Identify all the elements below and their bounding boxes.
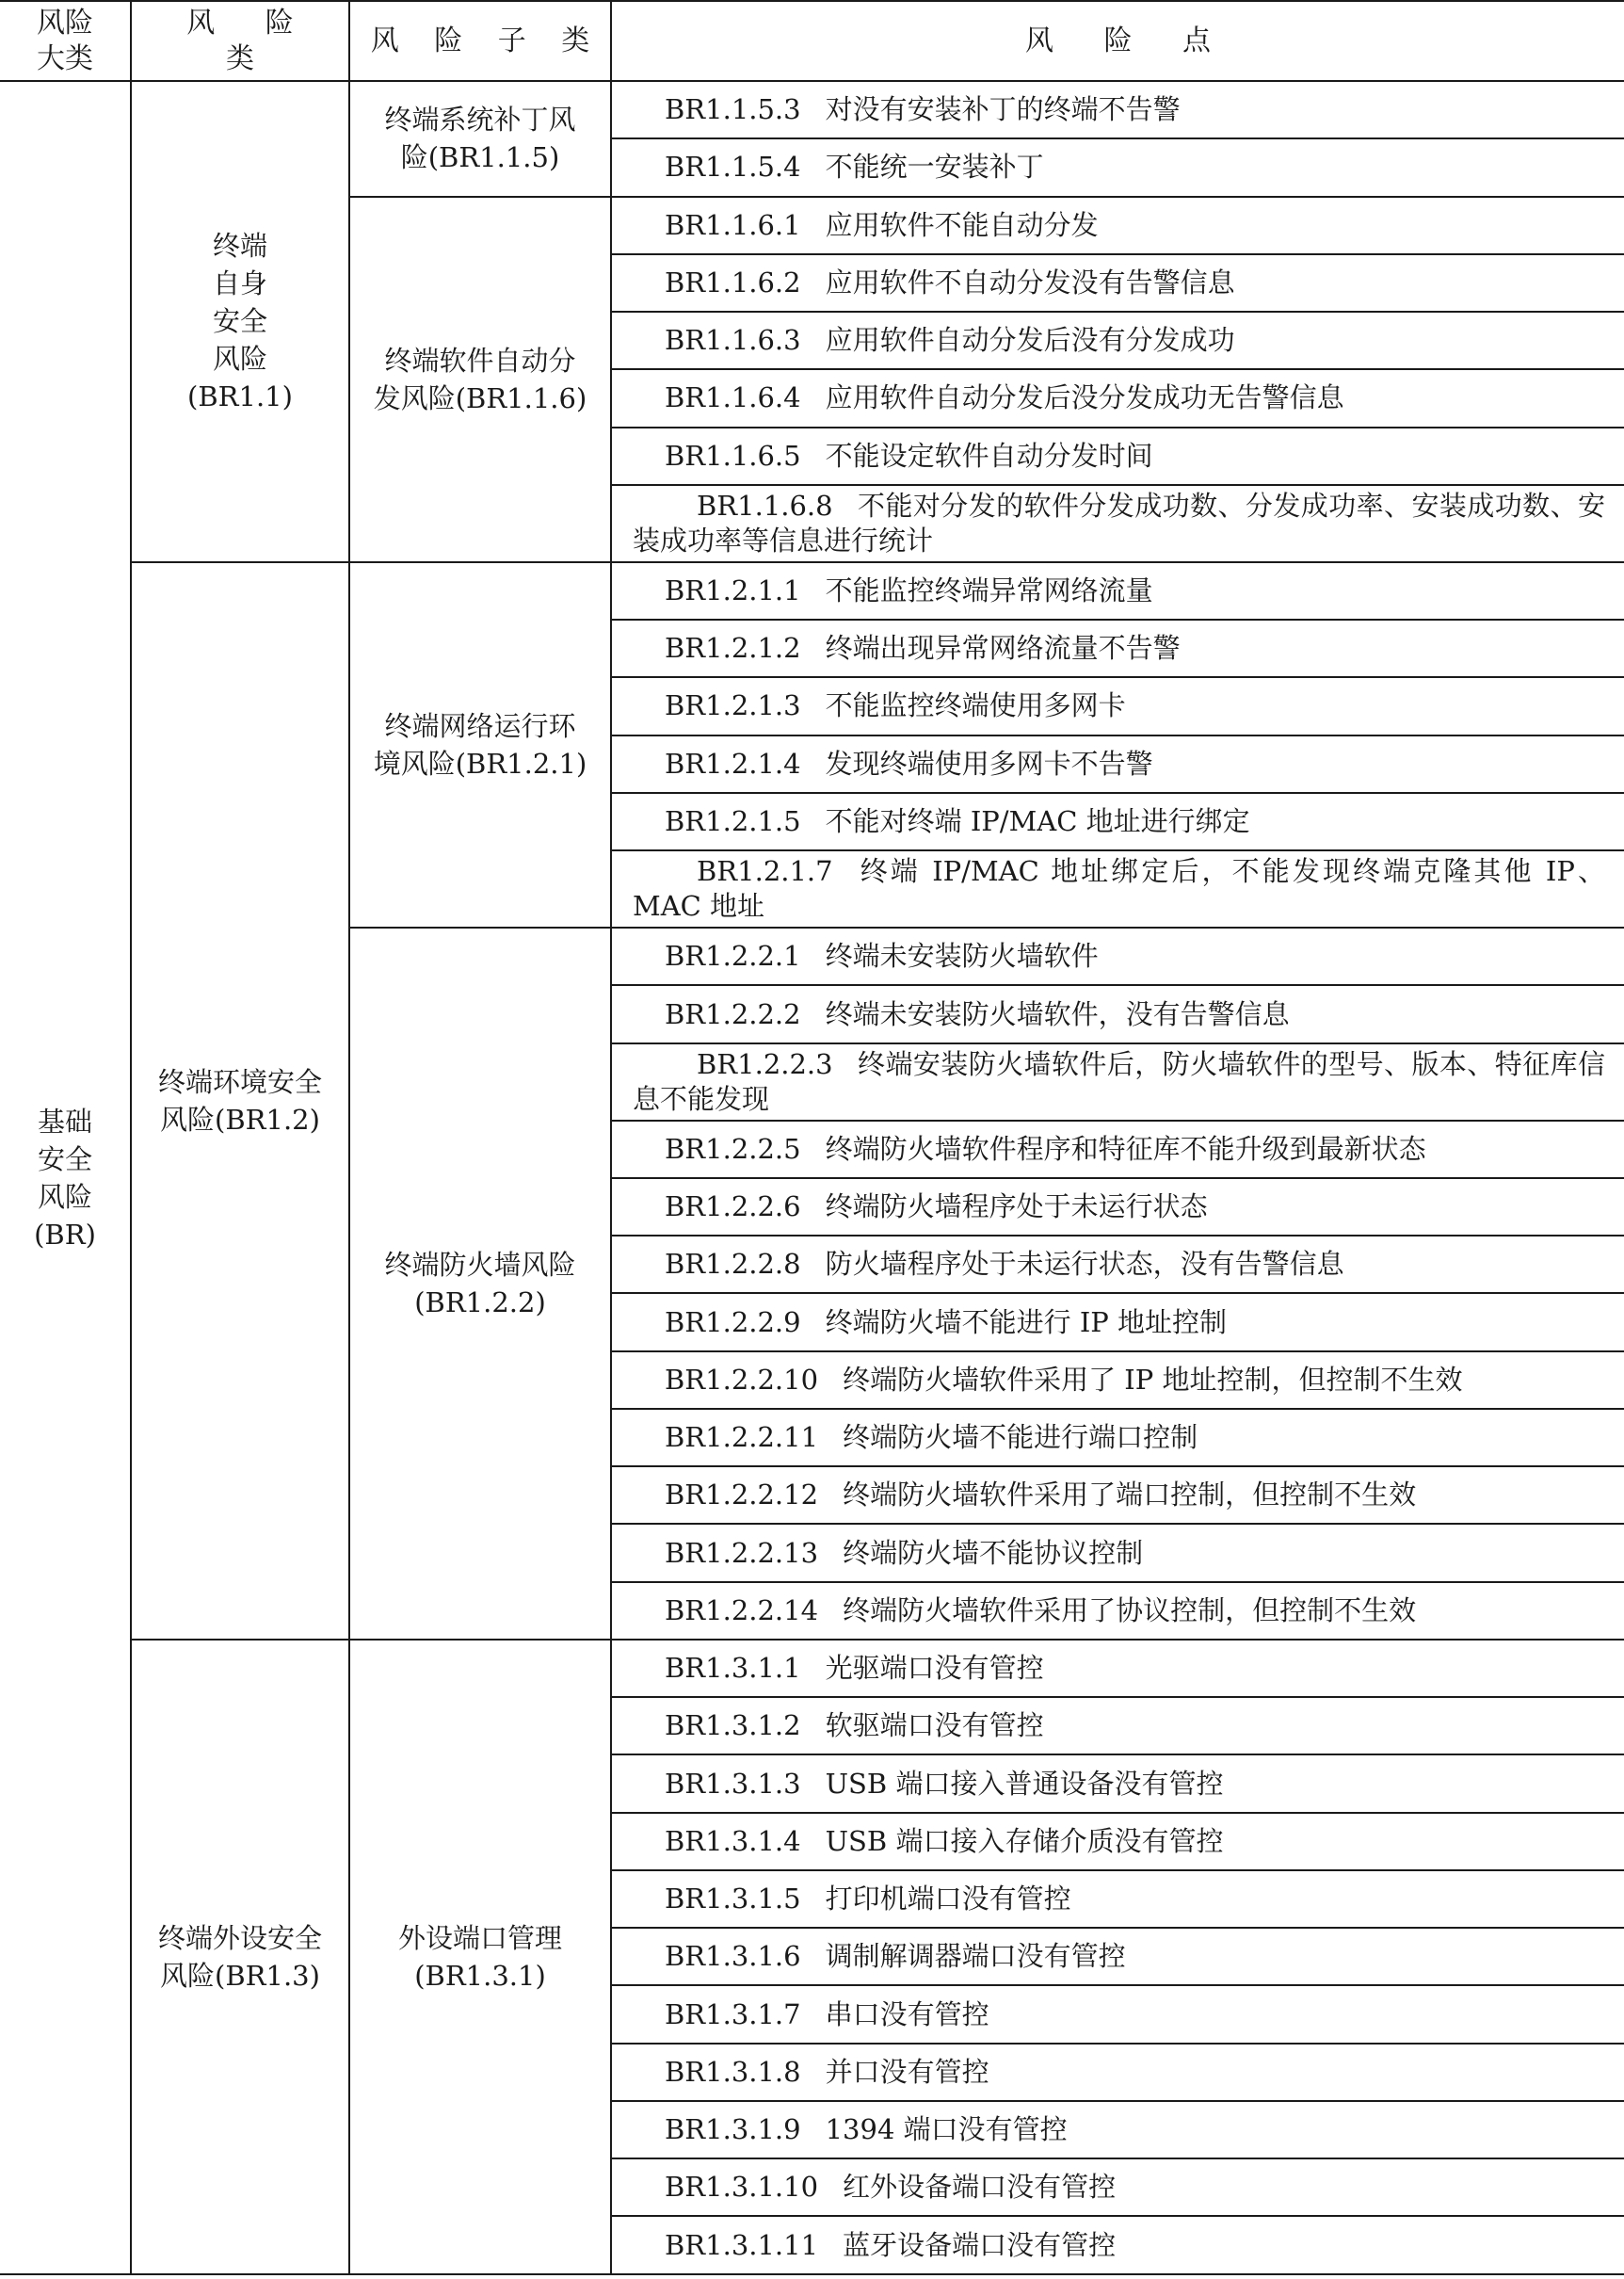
risk-point-cell [611, 620, 1624, 677]
risk-point-code: BR1.1.6.5 [665, 439, 801, 472]
risk-point-cell [611, 81, 1624, 138]
risk-point-cell [611, 1121, 1624, 1178]
risk-point-code: BR1.3.1.10 [665, 2171, 819, 2204]
risk-point-code: BR1.2.2.13 [665, 1536, 819, 1569]
subcategory-cell: 外设端口管理 (BR1.3.1) [349, 1640, 611, 2274]
subcategory-cell: 终端系统补丁风 险(BR1.1.5) [349, 81, 611, 197]
risk-point-code: BR1.1.6.3 [665, 324, 801, 357]
risk-point-text: 终端防火墙不能进行 IP 地址控制 [825, 1305, 1228, 1338]
risk-point-text: 不能设定软件自动分发时间 [825, 439, 1153, 472]
risk-point-code: BR1.3.1.2 [665, 1709, 801, 1742]
header-subcategory: 风 险 子 类 [349, 1, 611, 81]
risk-point-text: 终端防火墙软件采用了端口控制，但控制不生效 [843, 1479, 1417, 1511]
risk-point-text: 不能监控终端异常网络流量 [825, 574, 1153, 606]
risk-point-code: BR1.2.2.12 [665, 1479, 819, 1511]
risk-point-text: 不能监控终端使用多网卡 [825, 689, 1126, 722]
risk-point-cell [611, 428, 1624, 485]
risk-point-cell [611, 254, 1624, 312]
risk-point-cell [611, 1524, 1624, 1581]
risk-point-cell [611, 1466, 1624, 1524]
risk-point-cell [611, 1928, 1624, 1985]
risk-point-cell [611, 138, 1624, 196]
risk-point-code: BR1.2.2.1 [665, 940, 801, 973]
risk-point-cell [611, 2216, 1624, 2274]
risk-point-code: BR1.2.1.3 [665, 689, 801, 722]
risk-point-text: 防火墙程序处于未运行状态，没有告警信息 [825, 1248, 1344, 1281]
risk-point-text: 对没有安装补丁的终端不告警 [825, 93, 1181, 126]
major-category-cell: 基础 安全 风险 (BR) [0, 81, 131, 2274]
risk-point-code: BR1.1.5.3 [665, 93, 801, 126]
risk-point-cell [611, 1640, 1624, 1697]
risk-point-cell [611, 1582, 1624, 1640]
header-major-category: 风险 大类 [0, 1, 131, 81]
risk-point-code: BR1.1.6.2 [665, 266, 801, 299]
risk-point-cell [611, 1409, 1624, 1466]
risk-point-code: BR1.3.1.4 [665, 1824, 801, 1857]
risk-point-text: 打印机端口没有管控 [825, 1883, 1071, 1915]
risk-point-cell [611, 1178, 1624, 1236]
risk-point-cell [611, 1985, 1624, 2043]
risk-point-cell [611, 793, 1624, 850]
risk-point-code: BR1.2.2.6 [665, 1190, 801, 1223]
header-row [0, 1, 1624, 81]
risk-point-code: BR1.2.2.11 [665, 1421, 819, 1454]
subcategory-cell: 终端软件自动分 发风险(BR1.1.6) [349, 197, 611, 562]
risk-point-text: 终端出现异常网络流量不告警 [825, 632, 1181, 665]
risk-point-text: 应用软件自动分发后没有分发成功 [825, 324, 1235, 357]
risk-point-text: 终端防火墙程序处于未运行状态 [825, 1190, 1208, 1223]
risk-point-text: 终端防火墙软件采用了协议控制，但控制不生效 [843, 1593, 1417, 1626]
risk-point-cell [611, 1293, 1624, 1350]
risk-point-cell [611, 1236, 1624, 1293]
subcategory-cell: 终端防火墙风险 (BR1.2.2) [349, 928, 611, 1640]
risk-point-cell [611, 677, 1624, 735]
risk-point-code: BR1.2.1.5 [665, 804, 801, 837]
risk-point-text: 终端未安装防火墙软件，没有告警信息 [825, 997, 1290, 1030]
header-category: 风 险 类 [131, 1, 349, 81]
risk-point-text: 终端防火墙不能进行端口控制 [843, 1421, 1198, 1454]
risk-point-text: 发现终端使用多网卡不告警 [825, 747, 1153, 780]
risk-point-cell [611, 1754, 1624, 1812]
category-cell: 终端 自身 安全 风险 (BR1.1) [131, 81, 349, 562]
risk-point-code: BR1.2.1.1 [665, 574, 801, 606]
risk-point-cell [611, 1870, 1624, 1928]
risk-point-text: 光驱端口没有管控 [825, 1652, 1044, 1685]
risk-point-code: BR1.1.6.1 [665, 208, 801, 241]
risk-point-cell [611, 2158, 1624, 2216]
risk-point-code: BR1.3.1.8 [665, 2055, 801, 2088]
risk-point-code: BR1.3.1.9 [665, 2113, 801, 2146]
risk-point-code: BR1.2.2.3 [697, 1047, 833, 1080]
risk-point-code: BR1.3.1.3 [665, 1767, 801, 1800]
risk-point-text: 终端防火墙不能协议控制 [843, 1536, 1144, 1569]
risk-point-text: 软驱端口没有管控 [825, 1709, 1044, 1742]
risk-point-code: BR1.3.1.5 [665, 1883, 801, 1915]
risk-point-text: USB 端口接入普通设备没有管控 [825, 1767, 1224, 1800]
risk-point-text: 不能对终端 IP/MAC 地址进行绑定 [825, 804, 1250, 837]
risk-point-code: BR1.2.1.2 [665, 632, 801, 665]
risk-point-code: BR1.3.1.1 [665, 1652, 801, 1685]
risk-point-cell [611, 985, 1624, 1043]
category-cell: 终端外设安全 风险(BR1.3) [131, 1640, 349, 2274]
subcategory-cell: 终端网络运行环 境风险(BR1.2.1) [349, 562, 611, 928]
risk-point-code: BR1.1.6.8 [697, 489, 833, 522]
table-row [0, 1640, 1624, 1697]
risk-point-text: 终端防火墙软件程序和特征库不能升级到最新状态 [825, 1132, 1426, 1165]
risk-point-code: BR1.2.2.2 [665, 997, 801, 1030]
table-row [0, 562, 1624, 620]
risk-point-cell [611, 850, 1624, 928]
table-row [0, 81, 1624, 138]
risk-point-cell [611, 2101, 1624, 2158]
risk-point-text: 1394 端口没有管控 [825, 2113, 1068, 2146]
risk-point-code: BR1.3.1.6 [665, 1940, 801, 1973]
risk-point-cell [611, 735, 1624, 793]
risk-point-text: 应用软件自动分发后没分发成功无告警信息 [825, 381, 1344, 414]
risk-point-cell [611, 562, 1624, 620]
risk-point-code: BR1.2.2.5 [665, 1132, 801, 1165]
table-body [0, 81, 1624, 2274]
risk-point-code: BR1.3.1.11 [665, 2228, 819, 2261]
risk-point-text: 终端防火墙软件采用了 IP 地址控制，但控制不生效 [843, 1363, 1463, 1396]
risk-point-code: BR1.1.6.4 [665, 381, 801, 414]
risk-point-text: 不能对分发的软件分发成功数、分发成功率、安装成功数、安装成功率等信息进行统计 [633, 489, 1605, 557]
risk-point-text: 串口没有管控 [825, 1997, 989, 2030]
risk-point-cell [611, 1697, 1624, 1754]
risk-point-text: 终端安装防火墙软件后，防火墙软件的型号、版本、特征库信息不能发现 [633, 1047, 1605, 1115]
risk-point-cell [611, 312, 1624, 369]
category-cell: 终端环境安全 风险(BR1.2) [131, 562, 349, 1640]
risk-point-cell [611, 2044, 1624, 2101]
risk-point-code: BR1.2.1.4 [665, 747, 801, 780]
risk-point-text: 不能统一安装补丁 [825, 151, 1044, 184]
risk-point-code: BR1.2.2.8 [665, 1248, 801, 1281]
risk-point-text: 终端 IP/MAC 地址绑定后，不能发现终端克隆其他 IP、MAC 地址 [633, 855, 1605, 923]
risk-point-code: BR1.2.2.14 [665, 1593, 819, 1626]
risk-point-code: BR1.2.1.7 [697, 855, 833, 888]
risk-point-text: 红外设备端口没有管控 [843, 2171, 1117, 2204]
risk-point-text: 终端未安装防火墙软件 [825, 940, 1099, 973]
risk-point-text: 应用软件不自动分发没有告警信息 [825, 266, 1235, 299]
risk-point-cell [611, 1351, 1624, 1409]
risk-point-text: 调制解调器端口没有管控 [825, 1940, 1126, 1973]
risk-point-text: 蓝牙设备端口没有管控 [843, 2228, 1117, 2261]
header-risk-point: 风 险 点 [611, 1, 1624, 81]
risk-point-cell [611, 1043, 1624, 1121]
risk-point-cell [611, 485, 1624, 562]
risk-point-code: BR1.2.2.9 [665, 1305, 801, 1338]
risk-point-code: BR1.1.5.4 [665, 151, 801, 184]
risk-point-text: 应用软件不能自动分发 [825, 208, 1099, 241]
risk-point-text: 并口没有管控 [825, 2055, 989, 2088]
risk-point-code: BR1.3.1.7 [665, 1997, 801, 2030]
risk-point-cell [611, 1813, 1624, 1870]
risk-point-code: BR1.2.2.10 [665, 1363, 819, 1396]
risk-point-cell [611, 928, 1624, 985]
risk-point-cell [611, 197, 1624, 254]
risk-point-cell [611, 369, 1624, 427]
risk-point-text: USB 端口接入存储介质没有管控 [825, 1824, 1224, 1857]
